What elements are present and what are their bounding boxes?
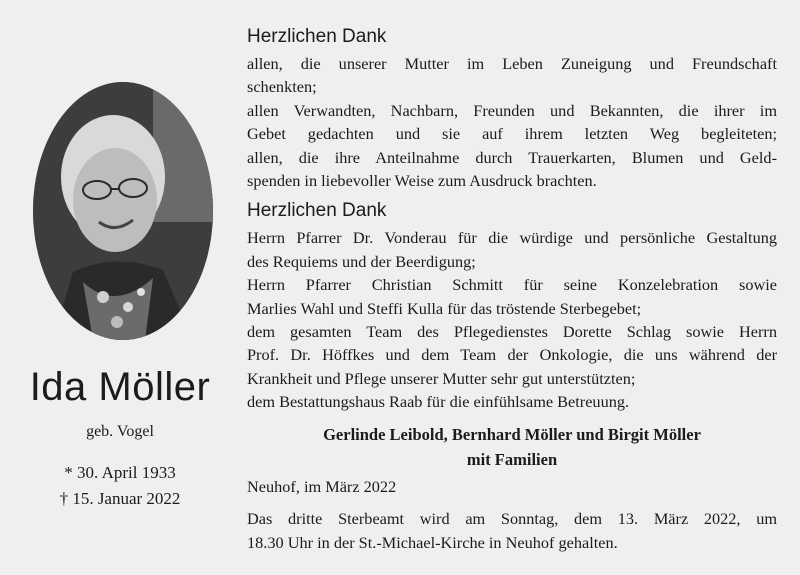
thanks-column [247,24,777,554]
birth-date: * 30. April 1933 [64,463,176,482]
place-date: Neuhof, im März 2022 [247,476,397,496]
signers-names: Gerlinde Leibold, Bernhard Möller und Birgit Möller [323,424,701,444]
obituary-left-column [0,0,240,575]
signers [247,422,777,472]
text-line: spenden in liebevoller Weise zum Ausdruck brachten. [247,171,597,191]
thanks-heading-1: Herzlichen Dank [247,26,387,47]
death-date: † 15. Januar 2022 [59,489,181,508]
life-dates [0,460,240,512]
text-line: dem gesamten Team des Pflegedienstes Dorette Schlag sowie Herrn [247,322,777,342]
text-line: allen Verwandten, Nachbarn, Freunden und Bekannten, die ihrer im [247,100,777,120]
text-line: allen, die ihre Anteilnahme durch Trauerkarten, Blumen und Geld- [247,147,777,167]
text-line: 18.30 Uhr in der St.-Michael-Kirche in Neuhof gehalten. [247,532,618,552]
text-line: Herrn Pfarrer Christian Schmitt für seine Konzelebration sowie [247,275,777,295]
text-line: des Requiems und der Beerdigung; [247,251,476,271]
text-line: Das dritte Sterbeamt wird am Sonntag, dem 13. März 2022, um [247,509,777,529]
text-line: Krankheit und Pflege unserer Mutter sehr gut unterstützten; [247,368,636,388]
thanks-paragraph-2 [247,226,777,413]
maiden-name: geb. Vogel [86,423,154,440]
text-line: Marlies Wahl und Steffi Kulla für das tröstende Sterbegebet; [247,298,642,318]
text-line: allen, die unserer Mutter im Leben Zuneigung und Freundschaft [247,54,777,73]
portrait-photo-icon [33,82,213,340]
text-line: schenkten; [247,77,317,97]
deceased-name: Ida Möller [29,365,211,409]
portrait-photo [33,82,213,340]
signers-families: mit Familien [466,449,558,469]
thanks-paragraph-1 [247,52,777,192]
text-line: Gebet gedachten und sie auf ihrem letzten Weg begleiteten; [247,124,777,144]
service-note [247,507,777,554]
thanks-heading-2: Herzlichen Dank [247,200,387,222]
text-line: Prof. Dr. Höffkes und dem Team der Onkologie, die uns während der [247,345,777,365]
text-line: dem Bestattungshaus Raab für die einfühlsame Betreuung. [247,392,630,412]
text-line: Herrn Pfarrer Dr. Vonderau für die würdige und persönliche Gestaltung [247,228,777,248]
